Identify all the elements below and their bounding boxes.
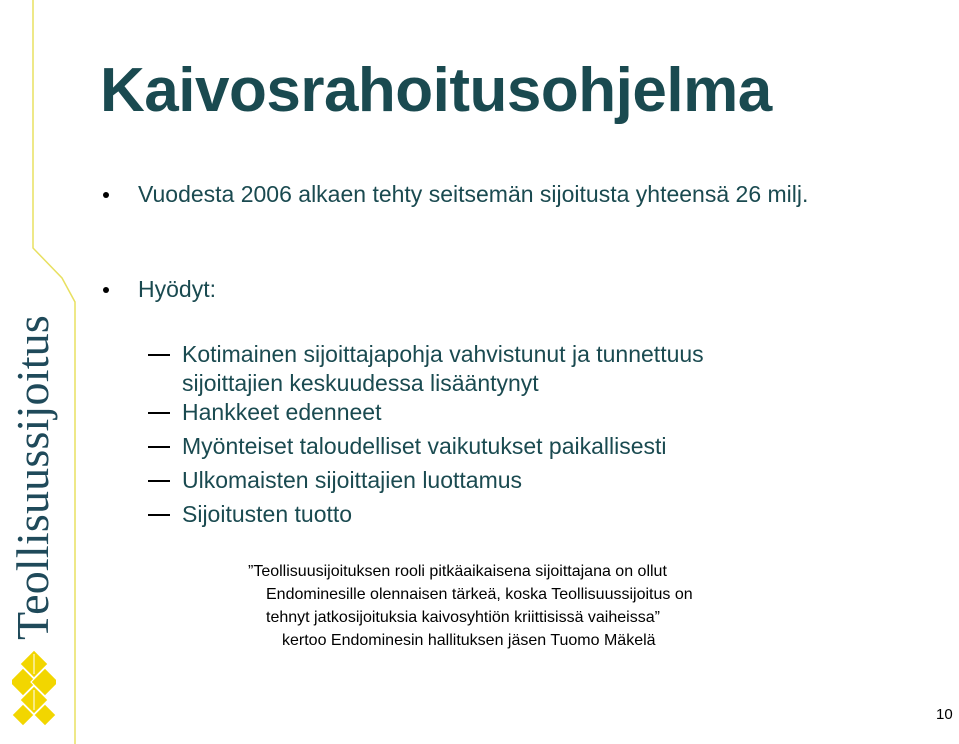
bullet-investments [138,180,918,208]
bullet-text: Vuodesta 2006 alkaen tehty seitsemän sijoitusta yhteensä 26 milj. [138,181,809,207]
bullet-text: Hyödyt: [138,276,216,302]
sub-bullet-dash [148,514,170,516]
sub-bullet-foreign-trust [182,466,522,495]
sub-bullet-dash [148,480,170,482]
sub-bullet-text: Hankkeet edenneet [182,399,382,425]
yellow-leaf-diamonds-icon [12,650,56,730]
quote-line: kertoo Endominesin hallituksen jäsen Tuomo Mäkelä [282,632,656,649]
bullet-benefits [138,275,216,303]
page-number: 10 [936,706,953,723]
sub-bullet-text: Kotimainen sijoittajapohja vahvistunut ja tunnettuus [182,341,704,367]
sub-bullet-text: Myönteiset taloudelliset vaikutukset paikallisesti [182,433,667,459]
sub-bullet-projects [182,398,382,427]
sub-bullet-domestic-base [182,340,704,398]
sub-bullet-dash [148,446,170,448]
sub-bullet-dash [148,412,170,414]
bullet-dot [103,192,109,198]
logo-wordmark: Teollisuussijoitus [7,315,58,640]
quote-line: ”Teollisuusijoituksen rooli pitkäaikaisena sijoittajana on ollut [248,563,667,580]
testimonial-quote [248,560,808,652]
sub-bullet-text-continued: sijoittajien keskuudessa lisääntynyt [182,370,539,396]
sub-bullet-text: Ulkomaisten sijoittajien luottamus [182,467,523,493]
sub-bullet-dash [148,354,170,356]
quote-line: tehnyt jatkosijoituksia kaivosyhtiön kriittisissä vaiheissa” [266,609,660,626]
quote-line: Endominesille olennaisen tärkeä, koska Teollisuussijoitus on [266,586,693,603]
sub-bullet-text: Sijoitusten tuotto [182,501,353,527]
bullet-dot [103,287,109,293]
sub-bullet-local-effects [182,432,667,461]
slide-title: Kaivosrahoitusohjelma [100,56,772,125]
sub-bullet-returns [182,500,352,529]
